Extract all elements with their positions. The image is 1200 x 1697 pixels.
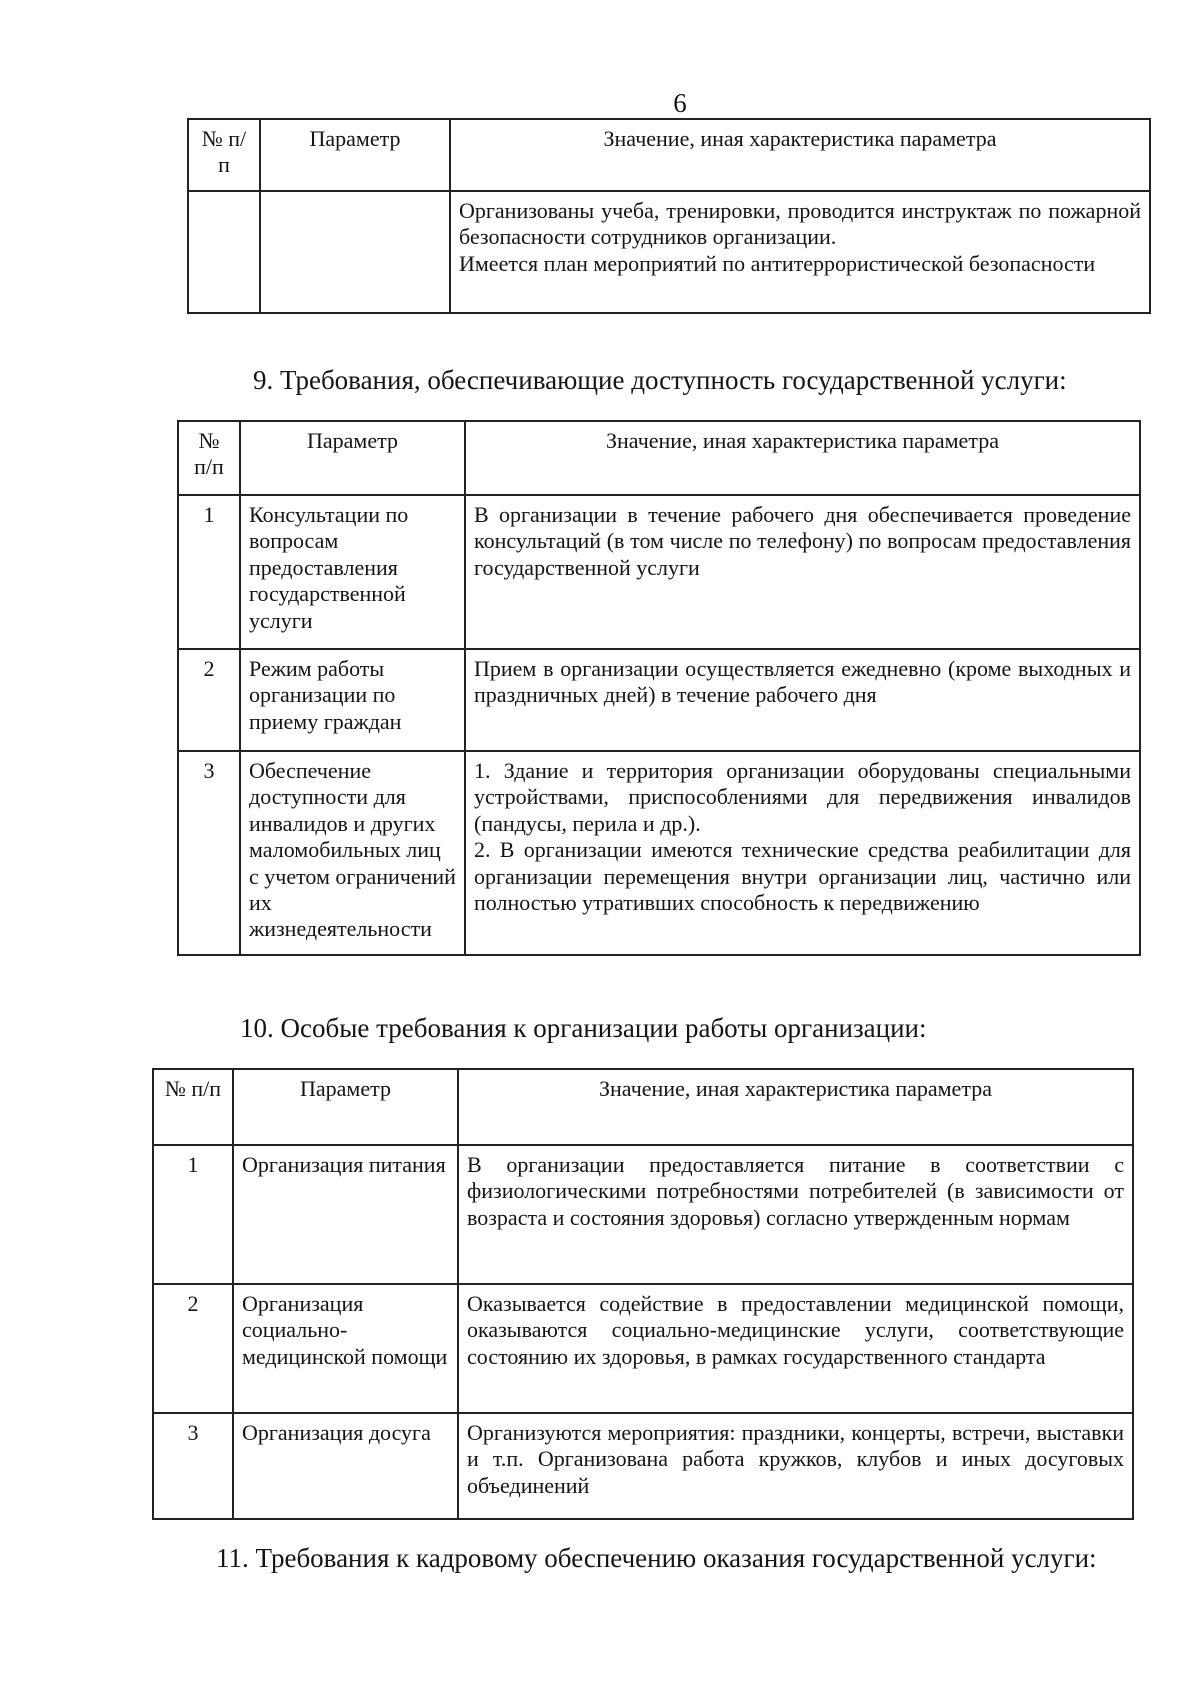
table-header-row bbox=[153, 1069, 1133, 1145]
section-11-heading: 11. Требования к кадровому обеспечению оказания государственной услуги: bbox=[216, 1543, 1097, 1573]
row-value-line: Организованы учеба, тренировки, проводится инструктаж по пожарной безопасности сотрудников организации. Имеется план мероприятий по антитеррористической безопасности bbox=[459, 198, 1141, 276]
header-num: № п/п bbox=[153, 1069, 233, 1145]
table-row bbox=[178, 649, 1140, 751]
row-num: 3 bbox=[178, 751, 240, 955]
row-value: В организации в течение рабочего дня обеспечивается проведение консультаций (в том числе по телефону) по вопросам предоставления государственной услуги bbox=[465, 495, 1140, 649]
section-9-heading: 9. Требования, обеспечивающие доступность государственной услуги: bbox=[253, 365, 1067, 395]
row-value-line: 1. Здание и территория организации оборудованы специальными устройствами, приспособлениями для передвижения инвалидов (пандусы, перила и др.). 2. В организации имеются технические средства реабилитации для организации перемещения внутри организации лиц, частично или полностью утративших способность к передвижению bbox=[474, 758, 1131, 915]
row-num: 3 bbox=[153, 1413, 233, 1519]
row-num: 1 bbox=[153, 1145, 233, 1284]
header-value: Значение, иная характеристика параметра bbox=[458, 1069, 1133, 1145]
table-row bbox=[153, 1145, 1133, 1284]
header-num: № п/п bbox=[188, 119, 260, 191]
row-param: Организация питания bbox=[233, 1145, 458, 1284]
table-header-row bbox=[178, 421, 1140, 495]
table-row bbox=[188, 191, 1150, 313]
row-num: 1 bbox=[178, 495, 240, 649]
header-param: Параметр bbox=[233, 1069, 458, 1145]
table-header-row bbox=[188, 119, 1150, 191]
table-row bbox=[153, 1284, 1133, 1413]
row-num: 2 bbox=[153, 1284, 233, 1413]
row-num: 2 bbox=[178, 649, 240, 751]
table-row bbox=[153, 1413, 1133, 1519]
row-num bbox=[188, 191, 260, 313]
row-param bbox=[260, 191, 450, 313]
table-row bbox=[178, 495, 1140, 649]
row-param: Организация социально-медицинской помощи bbox=[233, 1284, 458, 1413]
row-value: Оказывается содействие в предоставлении медицинской помощи, оказываются социально-медицинские услуги, соответствующие состоянию их здоровья, в рамках государственного стандарта bbox=[458, 1284, 1133, 1413]
header-param: Параметр bbox=[260, 119, 450, 191]
row-param: Консультации по вопросам предоставления государственной услуги bbox=[240, 495, 465, 649]
row-param: Режим работы организации по приему граждан bbox=[240, 649, 465, 751]
row-param: Организация досуга bbox=[233, 1413, 458, 1519]
row-value bbox=[450, 191, 1150, 313]
header-value: Значение, иная характеристика параметра bbox=[465, 421, 1140, 495]
row-value bbox=[465, 751, 1140, 955]
row-value: В организации предоставляется питание в соответствии с физиологическими потребностями потребителей (в зависимости от возраста и состояния здоровья) согласно утвержденным нормам bbox=[458, 1145, 1133, 1284]
table-row bbox=[178, 751, 1140, 955]
page-number: 6 bbox=[673, 88, 687, 118]
row-param: Обеспечение доступности для инвалидов и других маломобильных лиц с учетом ограничений их жизнедеятельности bbox=[240, 751, 465, 955]
section-10-heading: 10. Особые требования к организации работы организации: bbox=[240, 1013, 927, 1043]
row-value: Организуются мероприятия: праздники, концерты, встречи, выставки и т.п. Организована работа кружков, клубов и иных досуговых объединений bbox=[458, 1413, 1133, 1519]
row-value: Прием в организации осуществляется ежедневно (кроме выходных и праздничных дней) в течение рабочего дня bbox=[465, 649, 1140, 751]
header-param: Параметр bbox=[240, 421, 465, 495]
section-9-table bbox=[177, 420, 1141, 956]
header-num: № п/п bbox=[178, 421, 240, 495]
continuation-table bbox=[187, 118, 1151, 314]
section-10-table bbox=[152, 1068, 1134, 1520]
header-value: Значение, иная характеристика параметра bbox=[450, 119, 1150, 191]
